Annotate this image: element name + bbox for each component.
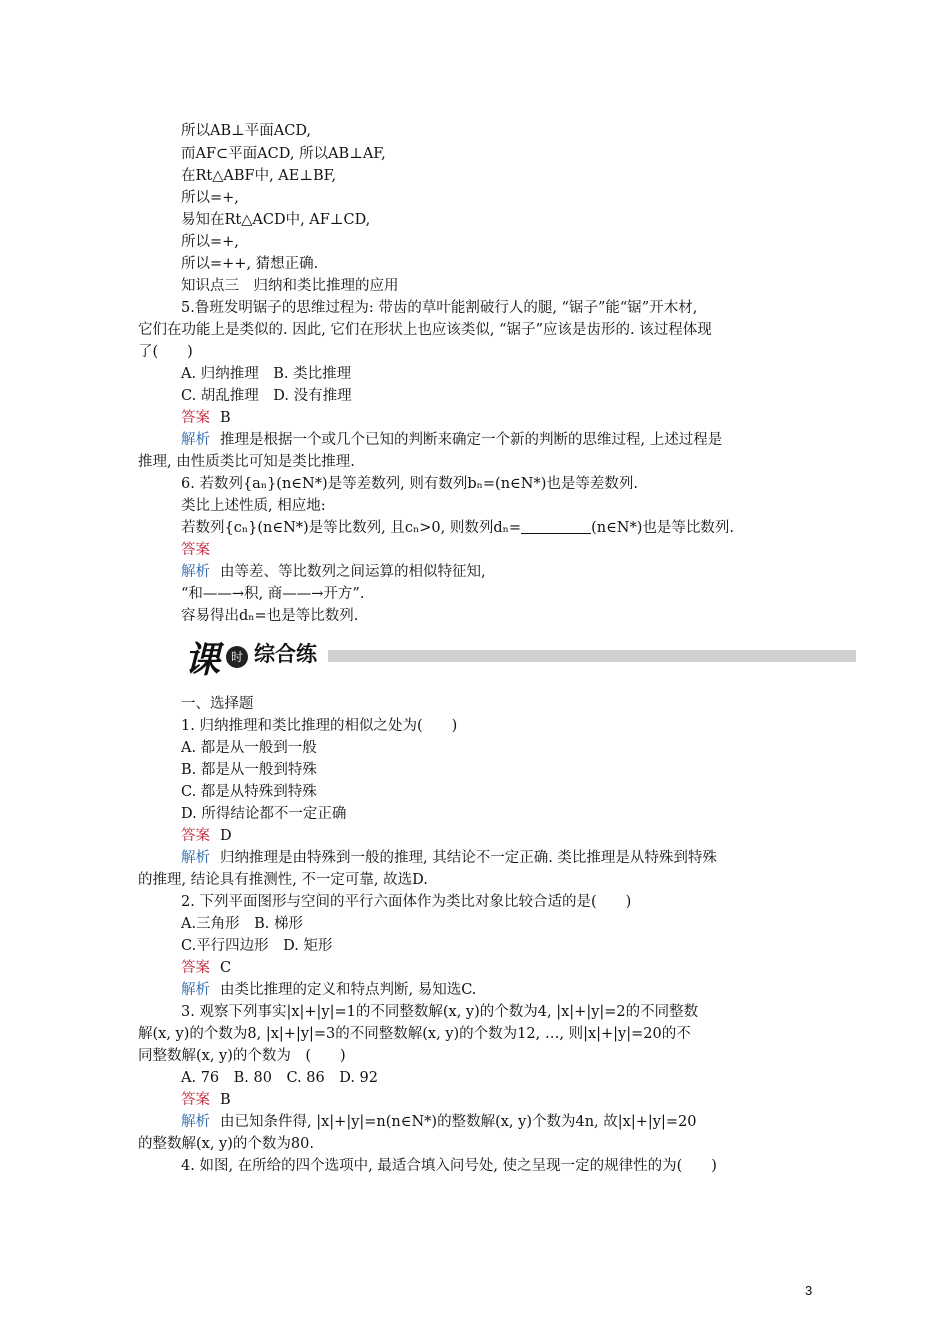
section-heading: 一、选择题 bbox=[181, 696, 254, 712]
analysis-line bbox=[181, 979, 476, 1001]
options-line: D. 所得结论都不一定正确 bbox=[181, 806, 347, 822]
analysis-text: 推理是根据一个或几个已知的判断来确定一个新的判断的思维过程, 上述过程是 bbox=[220, 432, 723, 448]
answer-line bbox=[181, 407, 231, 429]
analysis-text: “和——→积, 商——→开方”. bbox=[181, 586, 365, 602]
text-line: 类比上述性质, 相应地: bbox=[181, 498, 326, 514]
analysis-text: 归纳推理是由特殊到一般的推理, 其结论不一定正确. 类比推理是从特殊到特殊 bbox=[220, 850, 717, 866]
question-text: 了( ) bbox=[138, 344, 193, 360]
question-text: 它们在功能上是类似的. 因此, 它们在形状上也应该类似, “锯子”应该是齿形的. 该过程体现 bbox=[138, 322, 712, 338]
analysis-line bbox=[181, 429, 722, 451]
section-banner bbox=[180, 628, 856, 684]
analysis-label: 解析 bbox=[181, 564, 210, 580]
analysis-line bbox=[181, 847, 717, 869]
options-line: A. 归纳推理 B. 类比推理 bbox=[181, 366, 352, 382]
analysis-label: 解析 bbox=[181, 432, 210, 448]
answer-line bbox=[181, 825, 232, 847]
question-text: 3. 观察下列事实|x|+|y|=1的不同整数解(x, y)的个数为4, |x|+|y|=2的不同整数 bbox=[181, 1004, 699, 1020]
answer-line bbox=[181, 1089, 231, 1111]
answer-value: B bbox=[220, 1092, 231, 1108]
answer-value: B bbox=[220, 410, 231, 426]
question-text: 6. 若数列{aₙ}(n∈N*)是等差数列, 则有数列bₙ=(n∈N*)也是等差数列. bbox=[181, 476, 638, 492]
question-text: 解(x, y)的个数为8, |x|+|y|=3的不同整数解(x, y)的个数为12, …, 则|x|+|y|=20的不 bbox=[138, 1026, 691, 1042]
question-text: 2. 下列平面图形与空间的平行六面体作为类比对象比较合适的是( ) bbox=[181, 894, 632, 910]
analysis-text: 的整数解(x, y)的个数为80. bbox=[138, 1136, 314, 1152]
banner-bar bbox=[328, 650, 856, 662]
text-line: 所以=+, bbox=[181, 234, 239, 250]
options-line: C. 都是从特殊到特殊 bbox=[181, 784, 317, 800]
analysis-text: 推理, 由性质类比可知是类比推理. bbox=[138, 454, 355, 470]
analysis-text: 的推理, 结论具有推测性, 不一定可靠, 故选D. bbox=[138, 872, 428, 888]
banner-glyph: 课 bbox=[184, 639, 221, 681]
banner-title: 综合练 bbox=[254, 642, 317, 666]
answer-line bbox=[181, 957, 231, 979]
options-line: C.平行四边形 D. 矩形 bbox=[181, 938, 333, 954]
answer-label: 答案 bbox=[181, 828, 210, 844]
fill-blank bbox=[521, 519, 591, 534]
banner-badge: 时 bbox=[226, 646, 248, 668]
answer-value: D bbox=[220, 828, 232, 844]
text-line: 所以AB⊥平面ACD, bbox=[181, 123, 312, 139]
answer-label: 答案 bbox=[181, 542, 210, 558]
text-line: 易知在Rt△ACD中, AF⊥CD, bbox=[181, 212, 371, 228]
answer-label: 答案 bbox=[181, 960, 210, 976]
answer-label: 答案 bbox=[181, 410, 210, 426]
options-line: C. 胡乱推理 D. 没有推理 bbox=[181, 388, 352, 404]
text-line: 而AF⊂平面ACD, 所以AB⊥AF, bbox=[181, 146, 386, 162]
section-heading: 知识点三 归纳和类比推理的应用 bbox=[181, 278, 399, 294]
text-line: 所以=++, 猜想正确. bbox=[181, 256, 319, 272]
analysis-label: 解析 bbox=[181, 982, 210, 998]
analysis-text: 由已知条件得, |x|+|y|=n(n∈N*)的整数解(x, y)个数为4n, 故|x|+|y|=20 bbox=[220, 1114, 697, 1130]
analysis-line bbox=[181, 561, 486, 583]
analysis-line bbox=[181, 1111, 696, 1133]
options-line: A.三角形 B. 梯形 bbox=[181, 916, 303, 932]
answer-value: C bbox=[220, 960, 232, 976]
question-text: 5.鲁班发明锯子的思维过程为: 带齿的草叶能割破行人的腿, “锯子”能“锯”开木材, bbox=[181, 300, 698, 316]
analysis-label: 解析 bbox=[181, 1114, 210, 1130]
answer-label: 答案 bbox=[181, 1092, 210, 1108]
options-line: B. 都是从一般到特殊 bbox=[181, 762, 317, 778]
text-line: 在Rt△ABF中, AE⊥BF, bbox=[181, 168, 337, 184]
question-text: 4. 如图, 在所给的四个选项中, 最适合填入问号处, 使之呈现一定的规律性的为( ) bbox=[181, 1158, 717, 1174]
page-number: 3 bbox=[805, 1283, 813, 1298]
options-line: A. 76 B. 80 C. 86 D. 92 bbox=[181, 1070, 378, 1086]
analysis-label: 解析 bbox=[181, 850, 210, 866]
analysis-text: 由等差、等比数列之间运算的相似特征知, bbox=[220, 564, 486, 580]
question-text: 若数列{cₙ}(n∈N*)是等比数列, 且cₙ>0, 则数列dₙ= (n∈N*)也是等比数列. bbox=[181, 520, 735, 536]
question-text: 同整数解(x, y)的个数为 ( ) bbox=[138, 1048, 346, 1064]
analysis-text: 容易得出dₙ=也是等比数列. bbox=[181, 608, 359, 624]
options-line: A. 都是从一般到一般 bbox=[181, 740, 317, 756]
analysis-text: 由类比推理的定义和特点判断, 易知选C. bbox=[220, 982, 477, 998]
question-text: 1. 归纳推理和类比推理的相似之处为( ) bbox=[181, 718, 458, 734]
text-line: 所以=+, bbox=[181, 190, 239, 206]
